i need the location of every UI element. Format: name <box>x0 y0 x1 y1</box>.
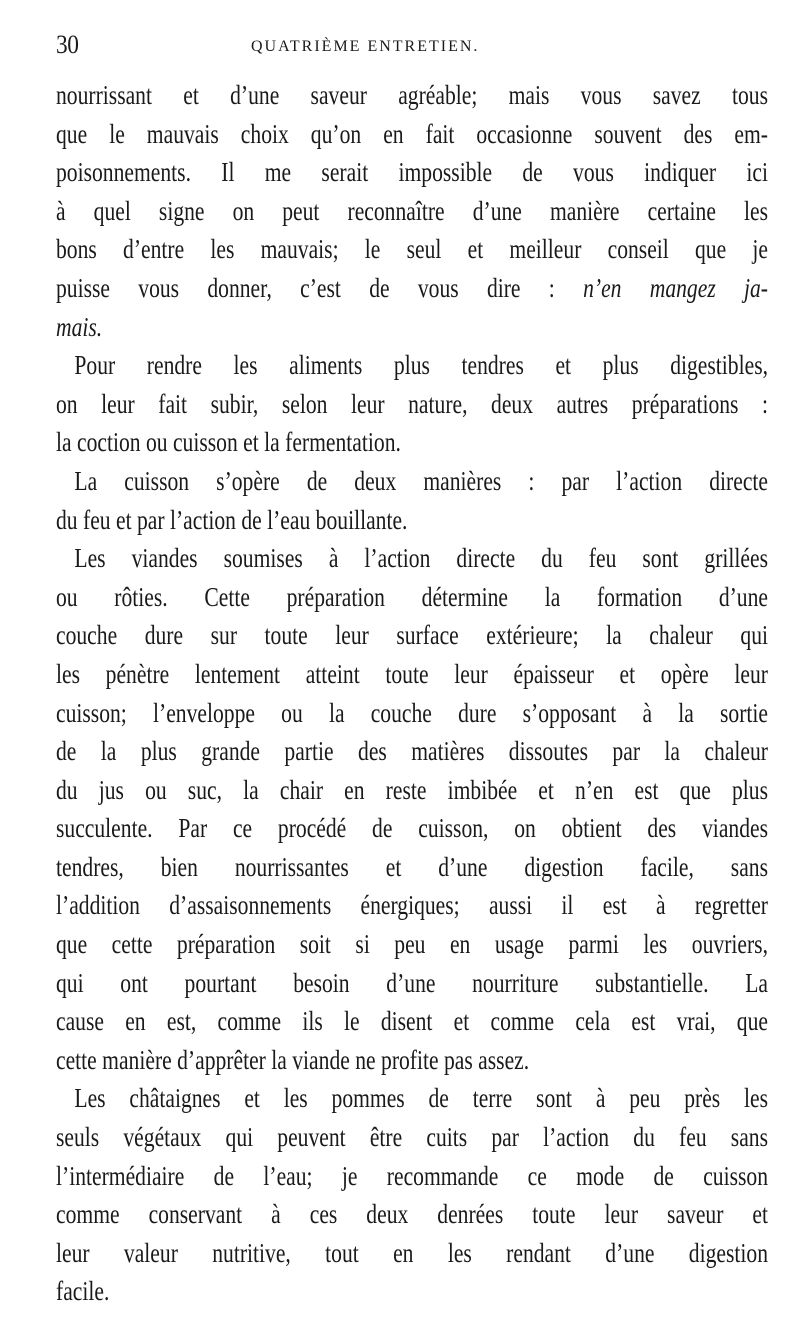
text-line: l’intermédiaire de l’eau; je recommande ce mode de cuisson <box>56 1160 768 1191</box>
page-number: 30 <box>56 30 79 59</box>
paragraph-start-line: Pour rendre les aliments plus tendres et plus digestibles, <box>74 350 768 381</box>
text-line: leur valeur nutritive, tout en les rendant d’une digestion <box>56 1237 768 1268</box>
text-line: seuls végétaux qui peuvent être cuits par l’action du feu sans <box>56 1122 768 1153</box>
text-line: ou rôties. Cette préparation détermine la formation d’une <box>56 581 768 612</box>
text-line: les pénètre lentement atteint toute leur épaisseur et opère leur <box>56 658 768 689</box>
italic-advice: n’en mangez ja- <box>583 272 768 303</box>
text-line: du jus ou suc, la chair en reste imbibée et n’en est que plus <box>56 774 768 805</box>
running-head: QUATRIÈME ENTRETIEN. <box>251 38 480 55</box>
text-line: couche dure sur toute leur surface extérieure; la chaleur qui <box>56 620 768 651</box>
text-line: nourrissant et d’une saveur agréable; mais vous savez tous <box>56 80 768 110</box>
italic-advice-end: mais. <box>56 311 103 342</box>
text-line: que le mauvais choix qu’on en fait occasionne souvent des em- <box>56 118 768 149</box>
text-segment: puisse vous donner, c’est de vous dire : <box>56 272 584 303</box>
text-line: la coction ou cuisson et la fermentation. <box>56 427 401 458</box>
text-line: facile. <box>56 1276 110 1307</box>
text-line: poisonnements. Il me serait impossible de vous indiquer ici <box>56 157 768 188</box>
text-line: qui ont pourtant besoin d’une nourriture substantielle. La <box>56 967 768 998</box>
paragraph-start-line: Les châtaignes et les pommes de terre sont à peu près les <box>74 1083 768 1114</box>
page <box>56 30 768 1311</box>
text-line: de la plus grande partie des matières dissoutes par la chaleur <box>56 736 768 767</box>
text-line: succulente. Par ce procédé de cuisson, on obtient des viandes <box>56 813 768 844</box>
text-line: bons d’entre les mauvais; le seul et meilleur conseil que je <box>56 234 768 265</box>
text-line: cause en est, comme ils le disent et comme cela est vrai, que <box>56 1006 768 1037</box>
text-line: à quel signe on peut reconnaître d’une manière certaine les <box>56 195 768 226</box>
page-header <box>56 30 768 70</box>
paragraph-start-line: Les viandes soumises à l’action directe du feu sont grillées <box>74 543 768 574</box>
text-line: du feu et par l’action de l’eau bouillante. <box>56 504 408 535</box>
text-line: on leur fait subir, selon leur nature, deux autres préparations : <box>56 388 768 419</box>
paragraph-start-line: La cuisson s’opère de deux manières : par l’action directe <box>74 465 768 496</box>
text-line: l’addition d’assaisonnements énergiques; aussi il est à regretter <box>56 890 768 921</box>
text-line-with-italic <box>56 269 768 308</box>
text-line: tendres, bien nourrissantes et d’une digestion facile, sans <box>56 851 768 882</box>
text-line: comme conservant à ces deux denrées toute leur saveur et <box>56 1199 768 1230</box>
text-line: que cette préparation soit si peu en usage parmi les ouvriers, <box>56 929 768 960</box>
text-line: cuisson; l’enveloppe ou la couche dure s’opposant à la sortie <box>56 697 768 728</box>
body-text <box>56 76 768 1311</box>
text-line: cette manière d’apprêter la viande ne profite pas assez. <box>56 1044 530 1075</box>
